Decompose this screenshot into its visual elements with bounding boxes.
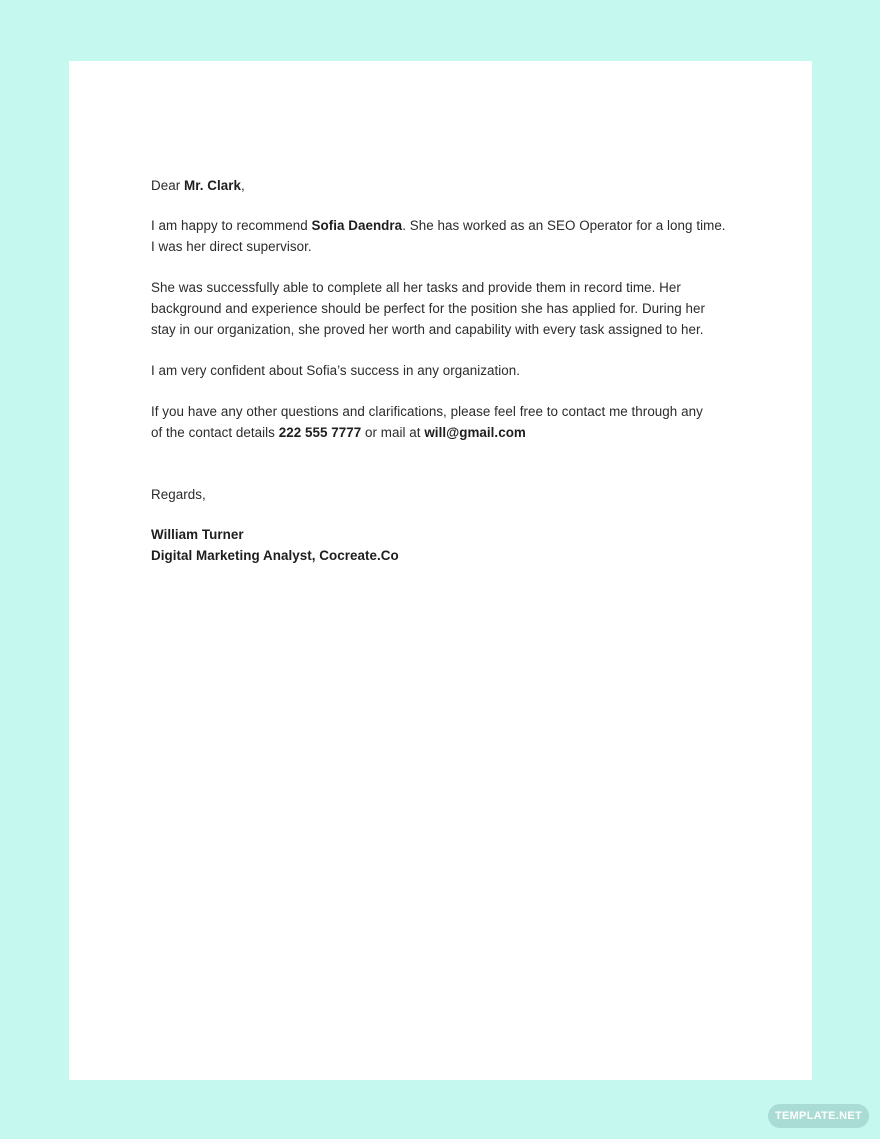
contact-phone: 222 555 7777 — [278, 425, 362, 440]
paragraph-line: I am very confident about Sofia’s success in any organization. — [151, 363, 521, 378]
letter-page — [69, 61, 812, 1080]
paragraph-line: background and experience should be perfect for the position she has applied for. During her — [151, 301, 705, 316]
closing: Regards, — [151, 487, 206, 502]
salutation-prefix: Dear — [151, 178, 184, 193]
paragraph-recommendation — [151, 215, 736, 257]
paragraph-line — [151, 215, 736, 236]
paragraph-line: If you have any other questions and clarifications, please feel free to contact me through any — [151, 404, 703, 419]
paragraph-line: I was her direct supervisor. — [151, 239, 312, 254]
signature-block — [151, 524, 736, 566]
salutation-suffix: , — [241, 178, 245, 193]
paragraph-contact — [151, 401, 736, 443]
paragraph-line: She was successfully able to complete all her tasks and provide them in record time. Her — [151, 280, 681, 295]
letter-body — [151, 175, 736, 566]
watermark-badge: TEMPLATE.NET — [768, 1104, 869, 1128]
paragraph-text: . She has worked as an SEO Operator for a long time. — [402, 218, 726, 233]
candidate-name: Sofia Daendra — [311, 218, 403, 233]
paragraph-text: of the contact details — [151, 425, 279, 440]
recipient-name: Mr. Clark — [184, 178, 242, 193]
paragraph-line: stay in our organization, she proved her worth and capability with every task assigned to her. — [151, 322, 704, 337]
signature-title: Digital Marketing Analyst, Cocreate.Co — [151, 548, 399, 563]
paragraph-text: I am happy to recommend — [151, 218, 312, 233]
paragraph-line — [151, 422, 736, 443]
paragraph-performance — [151, 277, 736, 340]
salutation — [151, 175, 736, 196]
signature-name: William Turner — [151, 527, 244, 542]
paragraph-text: or mail at — [361, 425, 425, 440]
paragraph-confidence — [151, 360, 736, 381]
contact-email: will@gmail.com — [424, 425, 526, 440]
